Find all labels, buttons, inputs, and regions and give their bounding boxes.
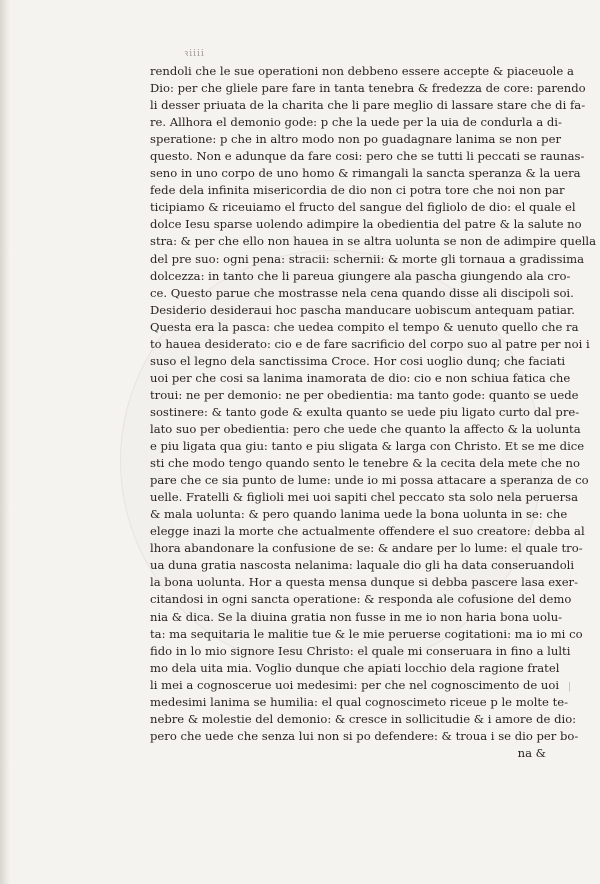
text-line: elegge inazi la morte che actualmente offendere el suo creatore: debba al: [150, 524, 585, 539]
text-line: Questa era la pasca: che uedea compito el tempo & uenuto quello che ra: [150, 319, 579, 334]
text-line: lato suo per obedientia: pero che uede che quanto la affecto & la uolunta: [150, 421, 581, 436]
text-line: nebre & molestie del demonio: & cresce in sollicitudie & i amore de dio:: [150, 711, 577, 726]
text-line: seno in uno corpo de uno homo & rimangali la sancta speranza & la uera: [150, 166, 581, 181]
text-line: uelle. Fratelli & figlioli mei uoi sapiti chel peccato sta solo nela peruersa: [150, 490, 579, 505]
text-line: ta: ma sequitaria le malitie tue & le mie peruerse cogitationi: ma io mi co: [150, 626, 583, 641]
text-line: rendoli che le sue operationi non debbeno essere accepte & piaceuole a: [150, 64, 574, 78]
text-line: pare che ce sia punto de lume: unde io mi possa attacare a speranza de co: [150, 473, 589, 488]
text-line: nia & dica. Se la diuina gratia non fusse in me io non haria bona uolu-: [150, 609, 563, 624]
text-line: re. Allhora el demonio gode: p che la uede per la uia de condurla a di-: [150, 115, 562, 130]
text-line: sostinere: & tanto gode & exulta quanto se uede piu ligato curto dal pre-: [150, 404, 580, 419]
folio-mark: ꝛiiii: [184, 49, 205, 59]
text-line: suso el legno dela sanctissima Croce. Hor cosi uoglio dunq; che faciati: [150, 353, 566, 368]
text-line: li desser priuata de la charita che li pare meglio di lassare stare che di fa-: [150, 98, 586, 113]
gutter-shadow: [0, 0, 10, 884]
text-line: questo. Non e adunque da fare cosi: pero che se tutti li peccati se raunas-: [150, 149, 585, 164]
text-line: dolce Iesu sparse uolendo adimpire la obedientia del patre & la salute no: [150, 217, 582, 232]
text-line: mo dela uita mia. Voglio dunque che apiati locchio dela ragione fratel: [150, 660, 560, 675]
catchword: na &: [517, 745, 546, 760]
text-block: [150, 63, 597, 762]
text-line: e piu ligata qua giu: tanto e piu sligata & larga con Christo. Et se me dice: [150, 439, 585, 454]
text-line: Desiderio desideraui hoc pascha manducare uobiscum antequam patiar.: [150, 302, 575, 317]
text-line: fede dela infinita misericordia de dio non ci potra tore che noi non par: [150, 183, 565, 198]
text-line: speratione: p che in altro modo non po guadagnare lanima se non per: [150, 132, 561, 147]
text-line: to hauea desiderato: cio e de fare sacrificio del corpo suo al patre per noi i: [150, 336, 590, 351]
text-line: ticipiamo & riceuiamo el fructo del sangue del figliolo de dio: el quale el: [150, 200, 576, 215]
text-line: stra: & per che ello non hauea in se altra uolunta se non de adimpire quella: [150, 234, 597, 249]
text-line: troui: ne per demonio: ne per obedientia: ma tanto gode: quanto se uede: [150, 387, 579, 402]
margin-mark: |: [568, 682, 572, 692]
text-line: dolcezza: in tanto che li pareua giungere ala pascha giungendo ala cro-: [150, 268, 571, 283]
text-line: medesimi lanima se humilia: el qual cognoscimeto riceue p le molte te-: [150, 694, 569, 709]
text-line: fido in lo mio signore Iesu Christo: el quale mi conseruara in fino a lulti: [150, 643, 571, 658]
text-line: uoi per che cosi sa lanima inamorata de dio: cio e non schiua fatica che: [150, 370, 571, 385]
text-line: pero che uede che senza lui non si po defendere: & troua i se dio per bo-: [150, 728, 579, 743]
text-line: ua duna gratia nascosta nelanima: laquale dio gli ha data conseruandoli: [150, 558, 575, 573]
text-line: ce. Questo parue che mostrasse nela cena quando disse ali discipoli soi.: [150, 285, 574, 300]
text-line: del pre suo: ogni pena: stracii: schernii: & morte gli tornaua a gradissima: [150, 251, 585, 266]
text-line: citandosi in ogni sancta operatione: & responda ale cofusione del demo: [150, 592, 572, 607]
text-line: Dio: per che gliele pare fare in tanta tenebra & fredezza de core: parendo: [150, 81, 586, 96]
text-line: & mala uolunta: & pero quando lanima uede la bona uolunta in se: che: [150, 507, 568, 522]
text-line: li mei a cognoscerue uoi medesimi: per che nel cognoscimento de uoi: [150, 677, 560, 692]
text-line: la bona uolunta. Hor a questa mensa dunque si debba pascere lasa exer-: [150, 575, 579, 590]
text-line: sti che modo tengo quando sento le tenebre & la cecita dela mete che no: [150, 456, 580, 471]
text-line: lhora abandonare la confusione de se: & andare per lo lume: el quale tro-: [150, 541, 583, 556]
